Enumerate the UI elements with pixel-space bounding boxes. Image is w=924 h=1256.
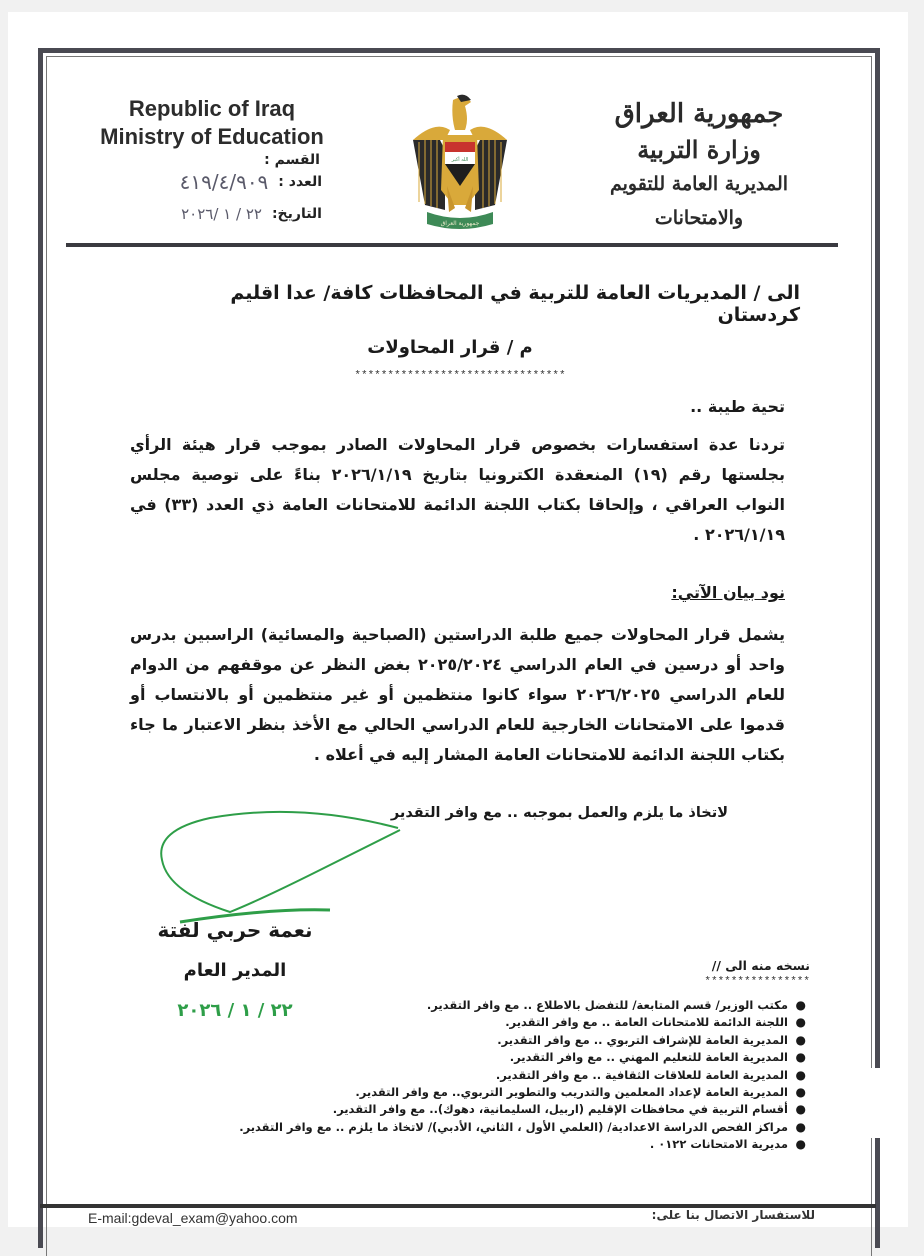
copy-recipient: ● مديرية الامتحانات ٠١٢٢ .: [649, 1137, 806, 1152]
english-ministry-title: Ministry of Education: [100, 124, 324, 149]
copies-list: [120, 997, 810, 1154]
section-field: [150, 152, 320, 168]
subject-divider-stars: ********************************: [354, 370, 566, 382]
number-label: العدد :: [278, 174, 322, 190]
greeting: تحية طيبة ..: [690, 397, 785, 416]
copy-recipient: ● اللجنة الدائمة للامتحانات العامة .. مع وافر التقدير.: [505, 1015, 806, 1030]
arabic-directorate-title: المديرية العامة للتقويم والامتحانات: [609, 173, 789, 229]
signatory-name: نعمة حربي لفتة: [157, 918, 313, 942]
svg-text:الله أكبر: الله أكبر: [451, 157, 469, 163]
header-divider: [66, 243, 838, 247]
addressee: الى / المديريات العامة للتربية في المحافظات كافة/ عدا اقليم كردستان: [230, 282, 800, 326]
number-value: ٤١٩/٤/٩٠٩: [179, 170, 269, 194]
iraq-coat-of-arms-eagle-icon: [405, 90, 515, 235]
footer-email: E-mail:gdeval_exam@yahoo.com: [88, 1210, 298, 1226]
copies-heading: نسخه منه الى //: [711, 958, 810, 973]
english-letterhead: [82, 95, 342, 151]
copy-recipient: ● مراكز الفحص الدراسة الاعدادية/ (العلمي الأول ، الثاني، الأدبي)/ لاتخاذ ما يلزم .. مع وافر التقدير.: [239, 1119, 806, 1134]
signature-date-value: ٢٢ / ١ / ٢٠٢٦: [177, 1000, 293, 1021]
date-label: التاريخ:: [271, 206, 322, 222]
copies-divider-stars: ****************: [704, 976, 810, 988]
copy-recipient: ● المديرية العامة للتعليم المهني .. مع وافر التقدير.: [509, 1050, 806, 1065]
copy-recipient: ● المديرية العامة للإشراف التربوي .. مع وافر التقدير.: [497, 1032, 806, 1047]
copy-recipient: ● أقسام التربية في محافظات الإقليم (اربيل، السليمانية، دهوك).. مع وافر التقدير.: [332, 1102, 806, 1117]
subject: م / قرار المحاولات: [367, 337, 533, 358]
copy-recipient: ● مكتب الوزير/ قسم المتابعة/ للتفضل بالاطلاع .. مع وافر التقدير.: [426, 998, 806, 1012]
notice-heading: نود بيان الآتي:: [671, 583, 785, 602]
closing-line: لاتخاذ ما يلزم والعمل بموجبه .. مع وافر التقدير: [390, 805, 728, 821]
copy-recipient: ● المديرية العامة للعلاقات الثقافية .. مع وافر التقدير.: [495, 1067, 806, 1082]
english-republic-title: Republic of Iraq: [128, 96, 296, 121]
signatory-title: المدير العام: [183, 960, 287, 981]
arabic-ministry-title: وزارة التربية: [637, 135, 761, 164]
svg-text:جمهورية العراق: جمهورية العراق: [440, 220, 480, 227]
date-field: [95, 205, 322, 223]
arabic-letterhead: [568, 95, 830, 235]
copy-recipient: ● المديرية العامة لإعداد المعلمين والتدريب والتطوير التربوي.. مع وافر التقدير.: [355, 1085, 806, 1100]
scan-artifact: [858, 1068, 880, 1138]
signature-scribble-icon: [150, 800, 410, 925]
number-field: [70, 170, 322, 194]
paragraph-decision: يشمل قرار المحاولات جميع طلبة الدراستين (الصباحية والمسائية) الراسبين بدرس واحد أو درسين في العام الدراسي ٢٠٢٥/٢٠٢٤ بغض النظر عن موقفهم من الدوام للعام الدراسي ٢٠٢٦/٢٠٢٥ سواء كانوا منتظمين أو غير منتظمين أو بالانتساب أو قدموا على الامتحانات الخارجية للعام الدراسي الحالي مع الأخذ بنظر الاعتبار ما جاء بكتاب اللجنة الدائمة للامتحانات العامة المشار إليه في أعلاه .: [130, 625, 786, 764]
paragraph-intro: تردنا عدة استفسارات بخصوص قرار المحاولات الصادر بموجب قرار هيئة الرأي بجلستها رقم (١٩) المنعقدة الكترونيا بتاريخ ٢٠٢٦/١/١٩ بناءً على توصية مجلس النواب العراقي ، وإلحاقا بكتاب اللجنة الدائمة للامتحانات العامة ذي العدد (٣٣) في ٢٠٢٦/١/١٩ .: [130, 435, 785, 544]
footer-contact-label: للاستفسار الاتصال بنا على:: [651, 1208, 815, 1222]
arabic-republic-title: جمهورية العراق: [614, 99, 784, 129]
date-value: ٢٢ / ١ /٢٠٢٦: [181, 205, 262, 223]
section-label: القسم :: [264, 152, 320, 168]
